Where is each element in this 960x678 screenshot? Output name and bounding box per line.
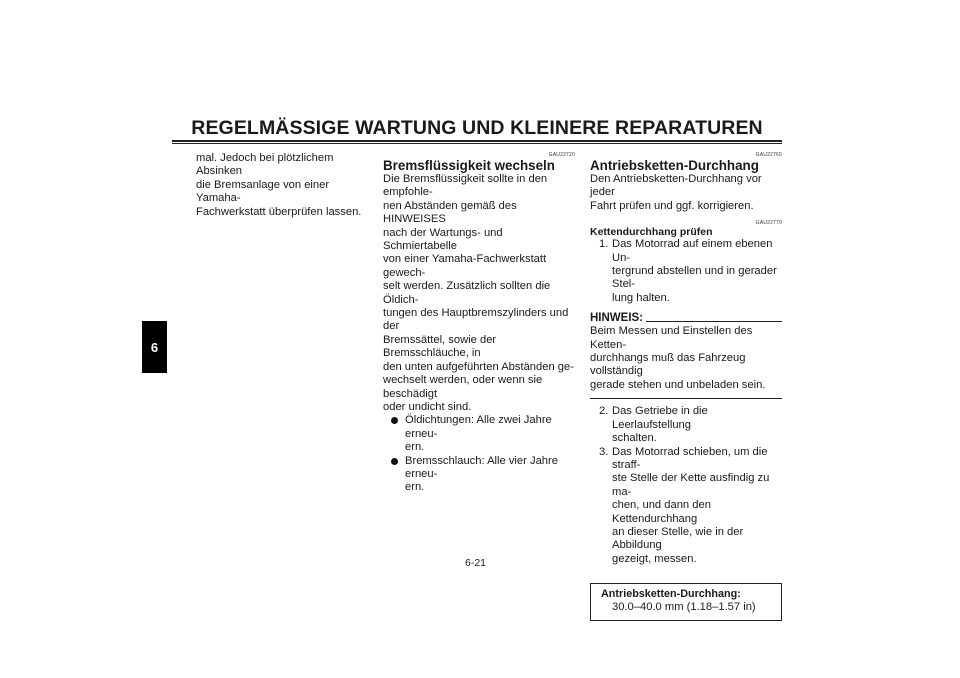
step-text: Das Getriebe in die Leerlaufstellung — [612, 405, 708, 431]
text-line: Fachwerkstatt überprüfen lassen. — [196, 205, 362, 218]
note-text: Beim Messen und Einstellen des Ketten- — [590, 325, 753, 351]
step-number: 2. — [599, 405, 609, 418]
bullet-item — [383, 455, 575, 495]
text-line: selt werden. Zusätzlich sollten die Öldich- — [383, 280, 551, 306]
step-number: 3. — [599, 445, 609, 458]
page-number: 6-21 — [465, 557, 487, 569]
note-rule — [646, 321, 782, 322]
step-text: Das Motorrad auf einem ebenen Un- — [612, 238, 773, 264]
spec-value: 30.0–40.0 mm (1.18–1.57 in) — [612, 601, 756, 614]
spec-label: Antriebsketten-Durchhang: — [601, 588, 741, 601]
bullet-item — [383, 414, 575, 454]
header-rule — [172, 140, 782, 142]
text-line: Fahrt prüfen und ggf. korrigieren. — [590, 199, 754, 212]
text-line: Die Bremsflüssigkeit sollte in den empfohle- — [383, 173, 548, 199]
note-header — [590, 312, 782, 325]
text-line: nen Abständen gemäß des HINWEISES — [383, 199, 517, 226]
header-rule-thin — [172, 143, 782, 144]
section-code: GAU22760 — [755, 152, 782, 158]
column-3 — [590, 152, 782, 621]
column-2 — [383, 152, 575, 495]
bullet-dot-icon — [391, 458, 398, 465]
step-item — [590, 238, 782, 305]
step-item — [590, 405, 782, 445]
section-heading-chain-slack: Antriebsketten-Durchhang — [590, 158, 759, 173]
bullet-dot-icon — [391, 417, 398, 424]
column-1 — [196, 152, 374, 219]
step-text: gezeigt, messen. — [612, 552, 697, 565]
bullet-text: ern. — [405, 481, 425, 494]
step-text: tergrund abstellen und in gerader Stel- — [612, 265, 777, 291]
step-text: ste Stelle der Kette ausfindig zu ma- — [612, 472, 770, 498]
text-line: mal. Jedoch bei plötzlichem Absinken — [196, 152, 334, 178]
text-line: die Bremsanlage von einer Yamaha- — [196, 178, 330, 205]
chapter-tab: 6 — [142, 321, 167, 373]
text-line: den unten aufgeführten Abständen ge- — [383, 360, 574, 373]
note-label: HINWEIS: — [590, 312, 644, 325]
section-code: GAU22720 — [548, 152, 575, 158]
note-text: durchhangs muß das Fahrzeug vollständig — [590, 352, 746, 378]
bullet-text: Bremsschlauch: Alle vier Jahre erneu- — [405, 454, 558, 480]
step-text: lung halten. — [612, 291, 670, 304]
text-line: Den Antriebsketten-Durchhang vor jeder — [590, 173, 762, 199]
step-text: Das Motorrad schieben, um die straff- — [612, 445, 768, 471]
text-line: tungen des Hauptbremszylinders und der — [383, 307, 569, 333]
subsection-heading-check-slack: Kettendurchhang prüfen — [590, 226, 713, 239]
bullet-text: ern. — [405, 441, 425, 454]
page-title: REGELMÄSSIGE WARTUNG UND KLEINERE REPARATUREN — [191, 117, 763, 139]
note-end-rule — [590, 398, 782, 399]
step-item — [590, 446, 782, 567]
text-line: wechselt werden, oder wenn sie beschädigt — [383, 374, 543, 400]
text-line: oder undicht sind. — [383, 400, 472, 413]
step-text: an dieser Stelle, wie in der Abbildung — [612, 525, 744, 552]
text-line: Bremssättel, sowie der Bremsschläuche, in — [383, 333, 497, 360]
step-text: chen, und dann den Kettendurchhang — [612, 499, 711, 525]
step-number: 1. — [599, 238, 609, 251]
text-line: von einer Yamaha-Fachwerkstatt gewech- — [383, 253, 547, 279]
section-code: GAU22770 — [755, 220, 782, 227]
section-heading-brake-fluid: Bremsflüssigkeit wechseln — [383, 158, 555, 173]
text-line: nach der Wartungs- und Schmiertabelle — [383, 226, 503, 253]
note-text: gerade stehen und unbeladen sein. — [590, 378, 766, 391]
spec-box — [590, 583, 782, 620]
bullet-text: Öldichtungen: Alle zwei Jahre erneu- — [405, 414, 552, 440]
step-text: schalten. — [612, 432, 657, 445]
